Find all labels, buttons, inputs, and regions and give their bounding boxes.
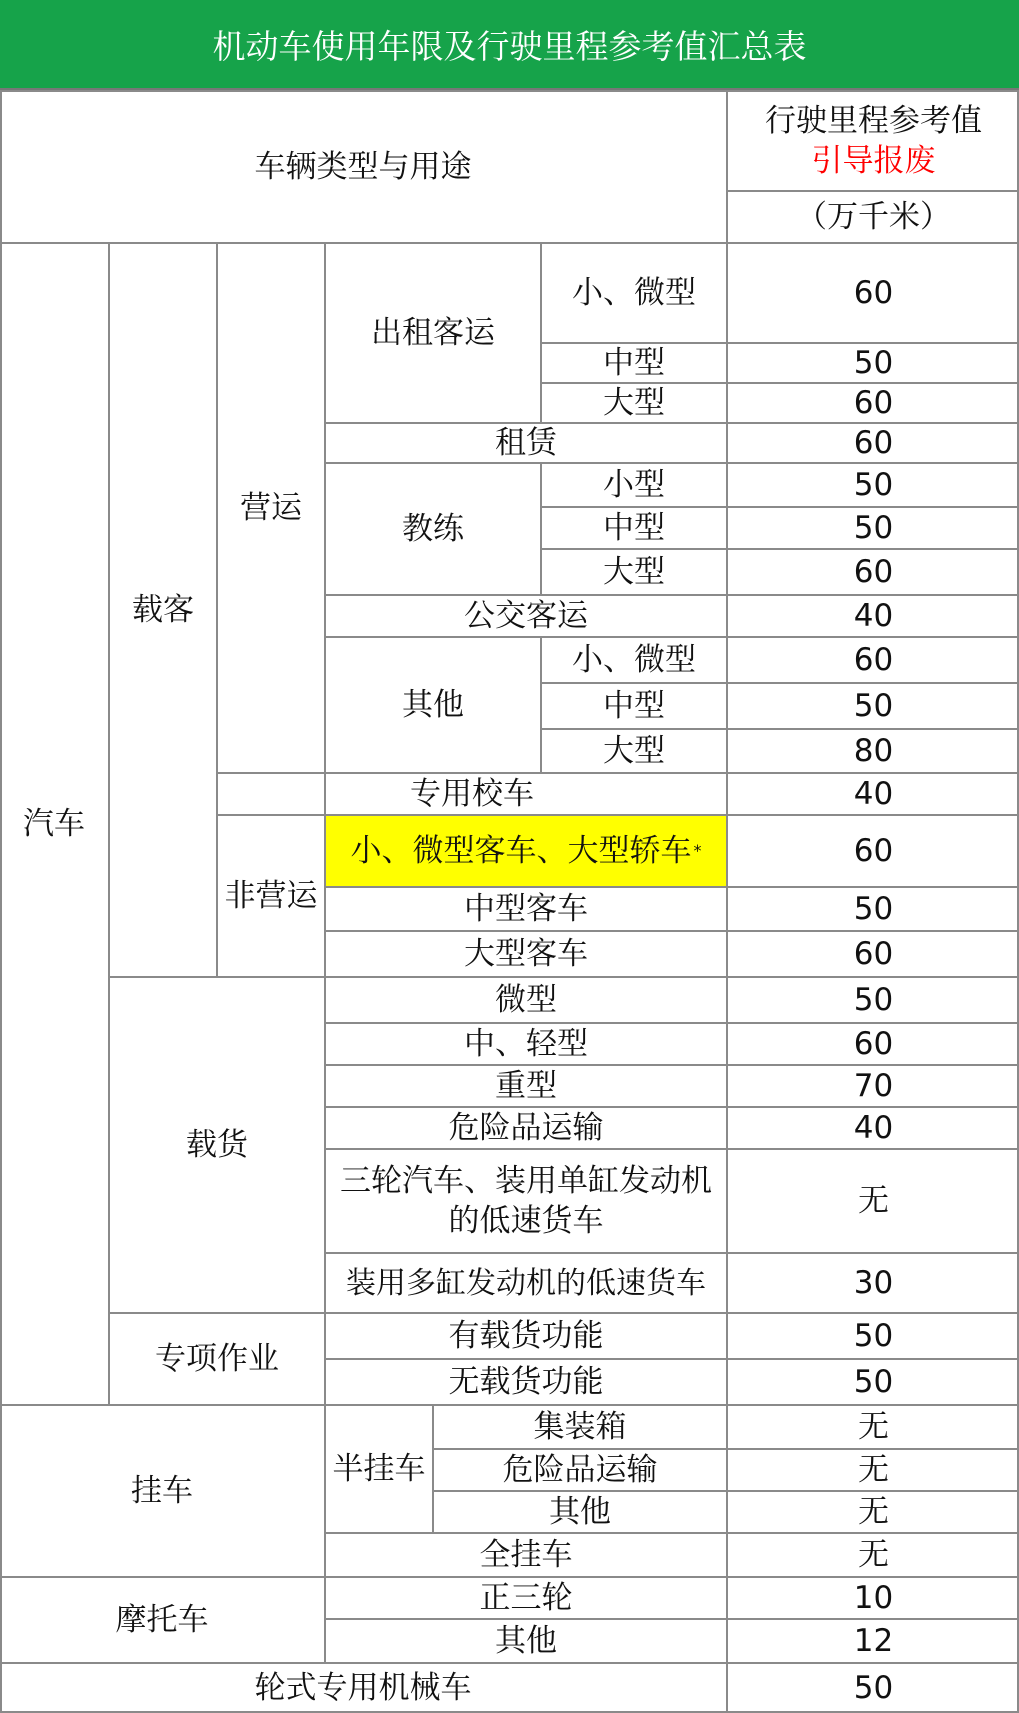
special-without-cargo-value: 50 xyxy=(728,1360,1019,1404)
semi-danger-value: 无 xyxy=(728,1450,1019,1490)
coach-mid-value: 50 xyxy=(728,508,1019,548)
special-with-cargo-value: 50 xyxy=(728,1314,1019,1358)
special-with-cargo: 有载货功能 xyxy=(326,1314,726,1358)
bus-value: 40 xyxy=(728,596,1019,636)
moto-other: 其他 xyxy=(326,1620,726,1662)
semi-other: 其他 xyxy=(434,1492,726,1532)
taxi-large: 大型 xyxy=(542,384,726,422)
header-guide-scrap: 引导报废 xyxy=(811,143,936,179)
category-passenger: 载客 xyxy=(110,244,216,976)
category-cargo: 载货 xyxy=(110,978,324,1312)
header-unit: （万千米） xyxy=(728,192,1019,242)
noncommercial-mid: 中型客车 xyxy=(326,888,726,930)
semi-other-value: 无 xyxy=(728,1492,1019,1532)
moto-tricycle: 正三轮 xyxy=(326,1578,726,1618)
category-car: 汽车 xyxy=(0,244,108,1404)
cargo-tricycle-value: 无 xyxy=(728,1150,1019,1252)
coach-small: 小型 xyxy=(542,464,726,506)
group-other: 其他 xyxy=(326,638,540,772)
taxi-mid-value: 50 xyxy=(728,344,1019,382)
moto-tricycle-value: 10 xyxy=(728,1578,1019,1618)
full-trailer: 全挂车 xyxy=(326,1534,726,1576)
table-title: 机动车使用年限及行驶里程参考值汇总表 xyxy=(0,0,1019,90)
lease-value: 60 xyxy=(728,424,1019,462)
coach-mid: 中型 xyxy=(542,508,726,548)
coach-large-value: 60 xyxy=(728,550,1019,594)
header-mileage xyxy=(728,92,1019,190)
category-trailer: 挂车 xyxy=(0,1406,324,1576)
cargo-heavy: 重型 xyxy=(326,1066,726,1106)
noncommercial-small-label: 小、微型客车、大型轿车 xyxy=(350,832,692,869)
special-without-cargo: 无载货功能 xyxy=(326,1360,726,1404)
noncommercial-small xyxy=(326,816,726,886)
moto-other-value: 12 xyxy=(728,1620,1019,1662)
group-taxi: 出租客运 xyxy=(326,244,540,422)
other-mid: 中型 xyxy=(542,684,726,728)
school-bus-value: 40 xyxy=(728,774,1019,814)
group-coach: 教练 xyxy=(326,464,540,594)
cargo-heavy-value: 70 xyxy=(728,1066,1019,1106)
full-trailer-value: 无 xyxy=(728,1534,1019,1576)
other-small-value: 60 xyxy=(728,638,1019,682)
noncommercial-small-value: 60 xyxy=(728,816,1019,886)
cargo-tricycle: 三轮汽车、装用单缸发动机的低速货车 xyxy=(326,1150,726,1252)
wheeled-machinery: 轮式专用机械车 xyxy=(0,1664,726,1713)
school-bus: 专用校车 xyxy=(218,774,726,814)
cargo-micro: 微型 xyxy=(326,978,726,1022)
taxi-small-value: 60 xyxy=(728,244,1019,342)
other-mid-value: 50 xyxy=(728,684,1019,728)
cargo-danger: 危险品运输 xyxy=(326,1108,726,1148)
noncommercial-large: 大型客车 xyxy=(326,932,726,976)
other-large-value: 80 xyxy=(728,730,1019,772)
semi-container-value: 无 xyxy=(728,1406,1019,1448)
semi-container: 集装箱 xyxy=(434,1406,726,1448)
noncommercial-large-value: 60 xyxy=(728,932,1019,976)
bus: 公交客运 xyxy=(326,596,726,636)
taxi-large-value: 60 xyxy=(728,384,1019,422)
cargo-micro-value: 50 xyxy=(728,978,1019,1022)
header-mileage-title: 行驶里程参考值 xyxy=(765,102,982,139)
noncommercial-small-mark: * xyxy=(693,840,702,860)
cargo-multicyl: 装用多缸发动机的低速货车 xyxy=(326,1254,726,1312)
coach-small-value: 50 xyxy=(728,464,1019,506)
group-semi-trailer: 半挂车 xyxy=(326,1406,432,1532)
category-noncommercial: 非营运 xyxy=(218,816,324,976)
cargo-multicyl-value: 30 xyxy=(728,1254,1019,1312)
taxi-small: 小、微型 xyxy=(542,244,726,342)
cargo-danger-value: 40 xyxy=(728,1108,1019,1148)
category-commercial: 营运 xyxy=(218,244,324,772)
cargo-midlight-value: 60 xyxy=(728,1024,1019,1064)
wheeled-machinery-value: 50 xyxy=(728,1664,1019,1713)
cargo-midlight: 中、轻型 xyxy=(326,1024,726,1064)
category-motorcycle: 摩托车 xyxy=(0,1578,324,1662)
lease: 租赁 xyxy=(326,424,726,462)
taxi-mid: 中型 xyxy=(542,344,726,382)
category-special: 专项作业 xyxy=(110,1314,324,1404)
semi-danger: 危险品运输 xyxy=(434,1450,726,1490)
header-vehicle-type: 车辆类型与用途 xyxy=(0,92,726,242)
coach-large: 大型 xyxy=(542,550,726,594)
noncommercial-mid-value: 50 xyxy=(728,888,1019,930)
other-large: 大型 xyxy=(542,730,726,772)
other-small: 小、微型 xyxy=(542,638,726,682)
